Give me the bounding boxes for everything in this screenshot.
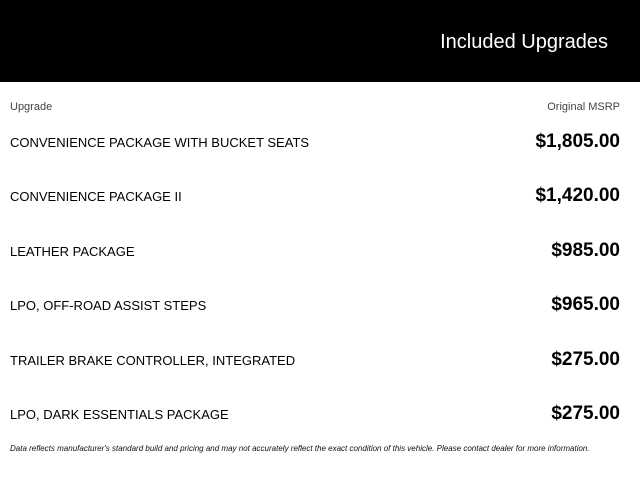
page-title: Included Upgrades [440,31,608,53]
upgrade-price: $965.00 [551,294,620,316]
table-row [0,342,640,396]
column-header-upgrade: Upgrade [10,101,53,113]
upgrade-price: $985.00 [551,239,620,261]
upgrade-name: LPO, DARK ESSENTIALS PACKAGE [10,406,229,422]
header-bar [0,0,640,82]
table-row [0,287,640,341]
table-row [0,396,640,450]
upgrade-price: $1,420.00 [535,185,620,207]
table-row [0,178,640,232]
table-row [0,124,640,178]
upgrade-name: LPO, OFF-ROAD ASSIST STEPS [10,298,207,314]
upgrade-price: $275.00 [551,402,620,424]
disclaimer-text: Data reflects manufacturer's standard build and pricing and may not accurately reflect the exact condition of this vehicle. Please contact dealer for more information. [10,444,590,453]
upgrade-name: TRAILER BRAKE CONTROLLER, INTEGRATED [10,352,296,368]
upgrade-name: LEATHER PACKAGE [10,243,135,259]
table-row [0,233,640,287]
upgrade-name: CONVENIENCE PACKAGE II [10,189,182,205]
upgrades-table [0,82,640,450]
upgrade-price: $1,805.00 [535,131,620,152]
table-header [0,82,640,124]
upgrade-list [0,124,640,450]
upgrade-price: $275.00 [551,348,620,370]
upgrade-name: CONVENIENCE PACKAGE WITH BUCKET SEATS [10,135,310,150]
column-header-original-msrp: Original MSRP [547,101,620,113]
